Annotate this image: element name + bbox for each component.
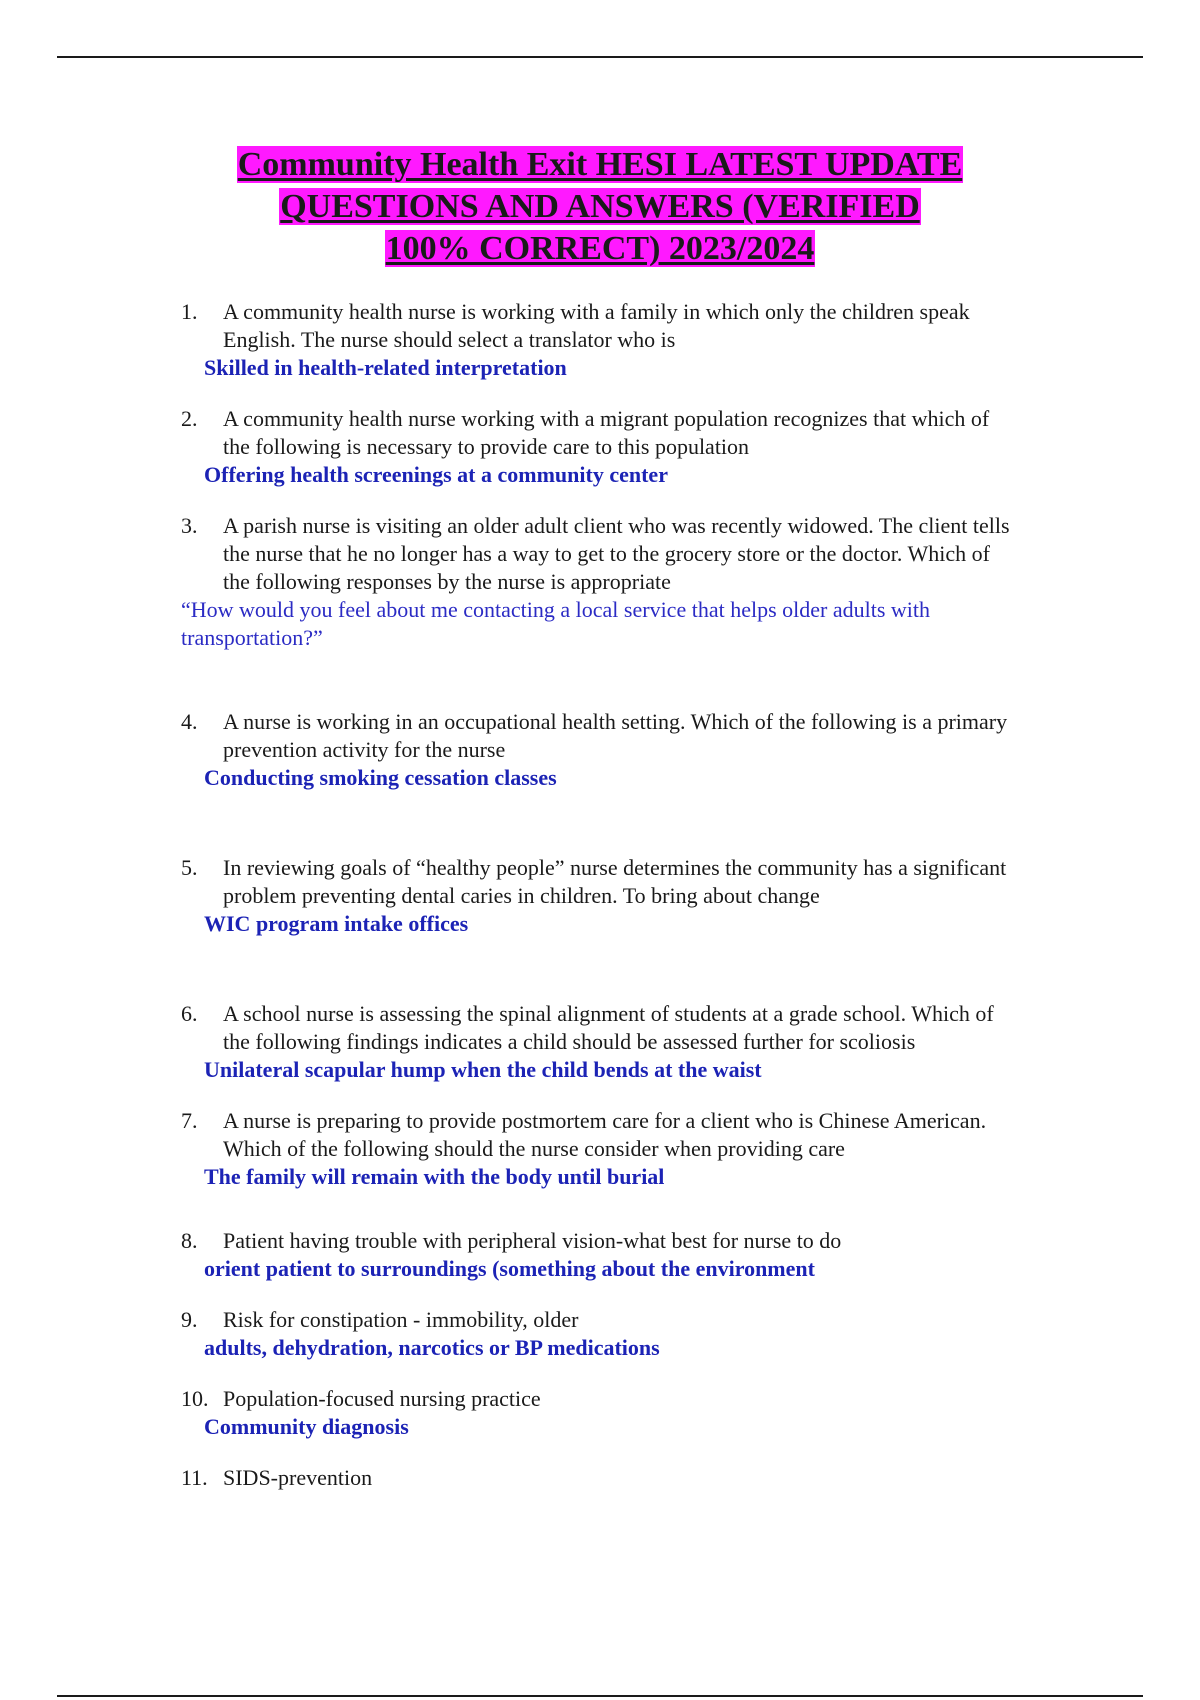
question-item	[181, 1227, 1011, 1283]
question-text: Patient having trouble with peripheral vision-what best for nurse to do	[223, 1228, 842, 1253]
title-line-2: QUESTIONS AND ANSWERS (VERIFIED	[280, 188, 920, 225]
question-number: 9.	[181, 1307, 198, 1332]
question-item	[181, 298, 1011, 382]
question-item	[181, 1464, 1011, 1492]
question-number: 2.	[181, 406, 198, 431]
question-text: SIDS-prevention	[223, 1465, 373, 1490]
question-text: A community health nurse working with a migrant population recognizes that which of the following is necessary to provide care to this population	[223, 406, 990, 459]
question-number: 3.	[181, 513, 198, 538]
document-title	[0, 144, 1200, 270]
question-number: 10.	[181, 1386, 209, 1411]
question-number: 4.	[181, 709, 198, 734]
question-number: 5.	[181, 855, 198, 880]
question-text: A nurse is preparing to provide postmortem care for a client who is Chinese American. Which of the following should the nurse consider when providing care	[223, 1108, 987, 1161]
question-text: Population-focused nursing practice	[223, 1386, 541, 1411]
question-item	[181, 1107, 1011, 1191]
answer-text: WIC program intake offices	[204, 911, 469, 936]
answer-text: Conducting smoking cessation classes	[204, 765, 557, 790]
question-list	[181, 298, 1011, 1515]
question-item	[181, 854, 1011, 938]
answer-text: “How would you feel about me contacting a local service that helps older adults with transportation?”	[181, 597, 930, 650]
question-item	[181, 708, 1011, 792]
answer-text: orient patient to surroundings (something about the environment	[204, 1256, 815, 1281]
answer-text: Offering health screenings at a community center	[204, 462, 668, 487]
answer-text: adults, dehydration, narcotics or BP medications	[204, 1335, 660, 1360]
answer-text: Unilateral scapular hump when the child bends at the waist	[204, 1057, 762, 1082]
question-text: A school nurse is assessing the spinal alignment of students at a grade school. Which of the following findings indicates a child should be assessed further for scoliosis	[223, 1001, 994, 1054]
question-text: In reviewing goals of “healthy people” nurse determines the community has a significant problem preventing dental caries in children. To bring about change	[223, 855, 1007, 908]
bottom-rule	[57, 1695, 1143, 1697]
question-item	[181, 1385, 1011, 1441]
question-number: 11.	[181, 1465, 208, 1490]
question-number: 7.	[181, 1108, 198, 1133]
top-rule	[57, 56, 1143, 58]
answer-text: Skilled in health-related interpretation	[204, 355, 567, 380]
question-text: Risk for constipation - immobility, older	[223, 1307, 579, 1332]
title-line-3: 100% CORRECT) 2023/2024	[385, 230, 815, 267]
question-text: A nurse is working in an occupational health setting. Which of the following is a primary prevention activity for the nurse	[223, 709, 1008, 762]
question-number: 1.	[181, 299, 198, 324]
question-item	[181, 512, 1011, 652]
question-item	[181, 1000, 1011, 1084]
title-line-1: Community Health Exit HESI LATEST UPDATE	[237, 146, 963, 183]
question-item	[181, 1306, 1011, 1362]
answer-text: Community diagnosis	[204, 1414, 409, 1439]
answer-text: The family will remain with the body until burial	[204, 1164, 665, 1189]
question-number: 6.	[181, 1001, 198, 1026]
question-text: A parish nurse is visiting an older adult client who was recently widowed. The client tells the nurse that he no longer has a way to get to the grocery store or the doctor. Which of the following responses by the nurse is appropriate	[223, 513, 1010, 594]
question-number: 8.	[181, 1228, 198, 1253]
question-text: A community health nurse is working with a family in which only the children speak English. The nurse should select a translator who is	[223, 299, 970, 352]
question-item	[181, 405, 1011, 489]
